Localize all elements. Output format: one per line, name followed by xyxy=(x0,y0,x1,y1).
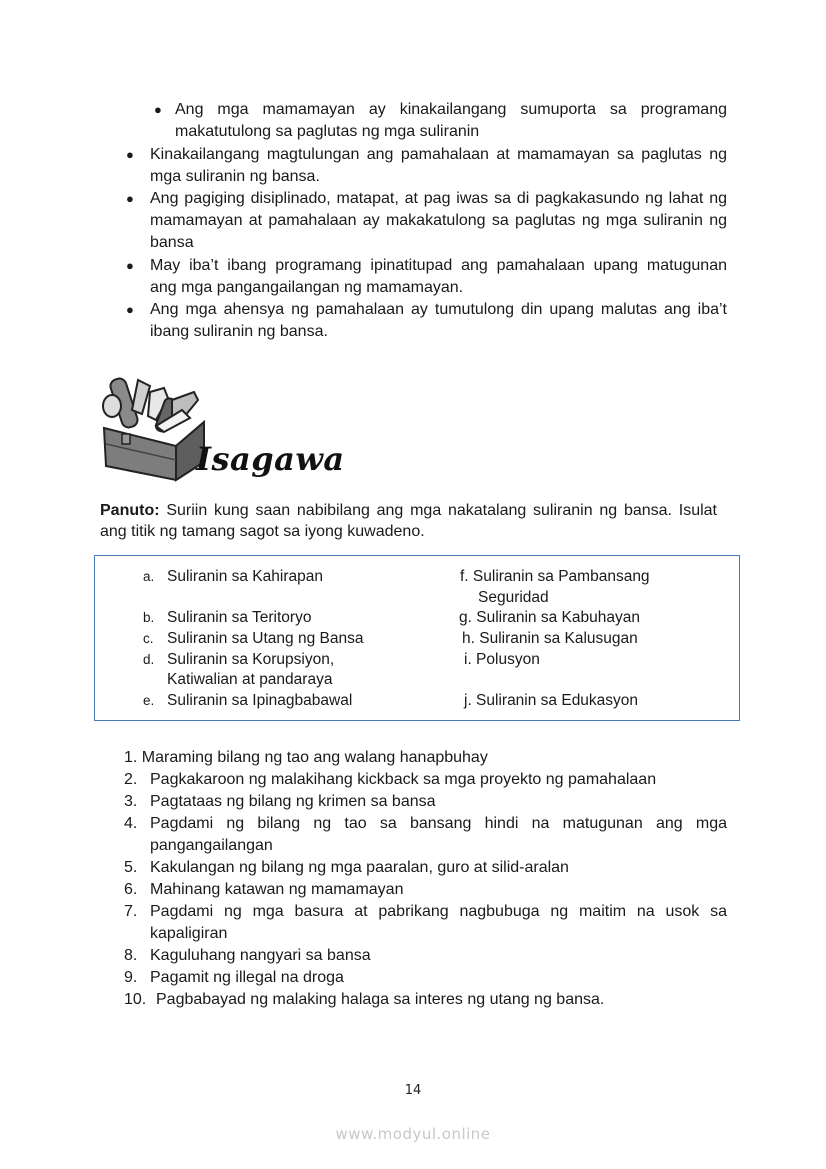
bullet-text: makatutulong sa paglutas ng mga suliranin xyxy=(175,123,480,140)
question-item: 10. Pagbabayad ng malaking halaga sa interes ng utang ng bansa. xyxy=(124,991,605,1008)
section-title: Isagawa xyxy=(196,440,345,478)
bullet-icon: ● xyxy=(126,302,134,317)
bullet-text: Ang pagiging disiplinado, matapat, at pag iwas sa di pagkakasundo ng lahat ng xyxy=(150,190,727,207)
bullet-text: Ang mga ahensya ng pamahalaan ay tumutulong din upang malutas ang iba’t xyxy=(150,301,727,318)
question-text: Pagdami ng bilang ng tao sa bansang hindi na matugunan ang mga xyxy=(150,815,727,832)
question-item: 6. Mahinang katawan ng mamamayan xyxy=(124,881,404,898)
bullet-text: Ang mga mamamayan ay kinakailangang sumuporta sa programang xyxy=(175,101,727,118)
question-item: 8. Kaguluhang nangyari sa bansa xyxy=(124,947,371,964)
question-text: pangangailangan xyxy=(150,837,273,854)
question-item: 9. Pagamit ng illegal na droga xyxy=(124,969,344,986)
choice-h: h. Suliranin sa Kalusugan xyxy=(462,630,638,647)
bullet-text: Kinakailangang magtulungan ang pamahalaan at mamamayan sa paglutas ng xyxy=(150,146,727,163)
choice-e: e. Suliranin sa Ipinagbabawal xyxy=(143,692,353,709)
bullet-icon: ● xyxy=(126,258,134,273)
choice-j: j. Suliranin sa Edukasyon xyxy=(464,692,639,709)
question-text: kapaligiran xyxy=(150,925,228,942)
question-item: 7. xyxy=(124,903,138,920)
choice-d-line2: Katiwalian at pandaraya xyxy=(167,671,333,688)
instructions xyxy=(100,500,717,522)
question-item: 3. Pagtataas ng bilang ng krimen sa bansa xyxy=(124,793,436,810)
instructions-text-line2: ang titik ng tamang sagot sa iyong kuwadeno. xyxy=(100,523,425,540)
choice-g: g. Suliranin sa Kabuhayan xyxy=(459,609,640,626)
page-number: 14 xyxy=(404,1083,422,1098)
bullet-text: mga suliranin ng bansa. xyxy=(150,168,320,185)
question-item: 5. Kakulangan ng bilang ng mga paaralan, guro at silid-aralan xyxy=(124,859,569,876)
bullet-icon: ● xyxy=(154,102,162,117)
bullet-text: bansa xyxy=(150,234,194,251)
choice-a: a. Suliranin sa Kahirapan xyxy=(143,568,323,585)
choice-b: b. Suliranin sa Teritoryo xyxy=(143,609,312,626)
choice-f: f. Suliranin sa Pambansang xyxy=(460,568,650,585)
bullet-text: May iba’t ibang programang ipinatitupad ang pamahalaan upang matugunan xyxy=(150,257,727,274)
instructions-label: Panuto: xyxy=(100,502,160,519)
instructions-text: Suriin kung saan nabibilang ang mga nakatalang suliranin ng bansa. Isulat xyxy=(159,502,717,519)
question-item: 4. xyxy=(124,815,138,832)
toolbox-icon xyxy=(98,370,210,482)
bullet-text: ibang suliranin ng bansa. xyxy=(150,323,328,340)
choice-f-line2: Seguridad xyxy=(478,589,549,606)
question-item: 2. Pagkakaroon ng malakihang kickback sa mga proyekto ng pamahalaan xyxy=(124,771,657,788)
watermark: www.modyul.online xyxy=(335,1125,491,1143)
bullet-text: mamamayan at pamahalaan ay makakatulong sa paglutas ng mga suliranin ng xyxy=(150,212,727,229)
bullet-text: ang mga pangangailangan ng mamamayan. xyxy=(150,279,464,296)
choice-d: d. Suliranin sa Korupsiyon, xyxy=(143,651,335,668)
choice-c: c. Suliranin sa Utang ng Bansa xyxy=(143,630,364,647)
bullet-icon: ● xyxy=(126,147,134,162)
question-item: 1. Maraming bilang ng tao ang walang hanapbuhay xyxy=(124,749,488,766)
question-text: Pagdami ng mga basura at pabrikang nagbubuga ng maitim na usok sa xyxy=(150,903,727,920)
bullet-icon: ● xyxy=(126,191,134,206)
choice-i: i. Polusyon xyxy=(464,651,540,668)
